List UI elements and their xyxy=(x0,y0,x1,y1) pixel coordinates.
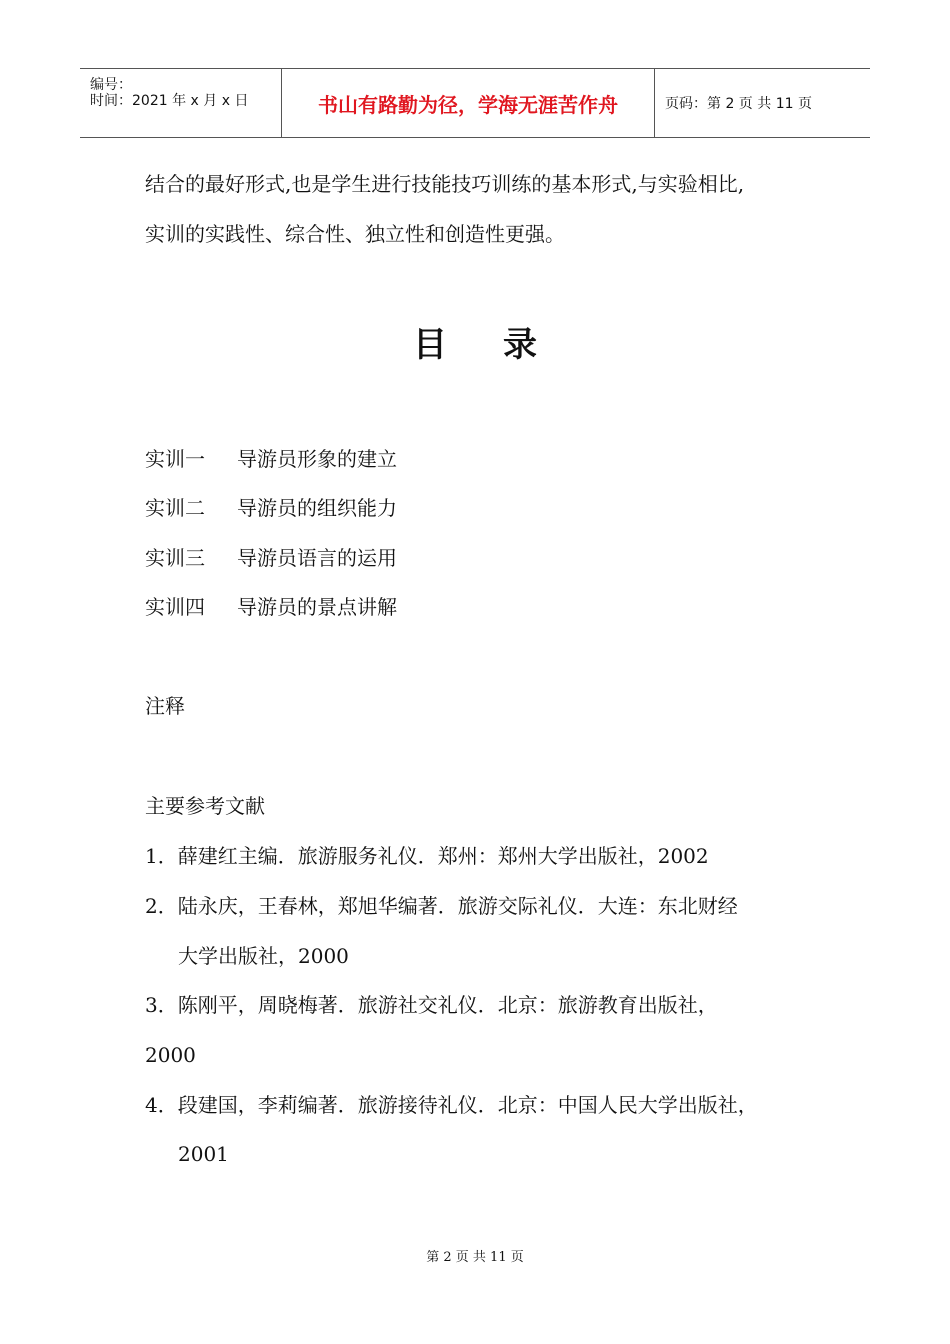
reference-line: 4．段建国，李莉编著．旅游接待礼仪．北京：中国人民大学出版社， xyxy=(145,1093,758,1117)
toc-item-number: 实训一 xyxy=(145,447,205,471)
intro-line-2: 实训的实践性、综合性、独立性和创造性更强。 xyxy=(145,222,565,246)
toc-title xyxy=(0,317,950,366)
reference-line: 2001 xyxy=(178,1142,229,1166)
header-motto: 书山有路勤为径，学海无涯苦作舟 xyxy=(318,92,618,117)
toc-item-text: 导游员语言的运用 xyxy=(237,546,397,570)
reference-line: 2000 xyxy=(145,1043,196,1067)
toc-item xyxy=(145,496,397,520)
toc-title-char-2: 录 xyxy=(503,325,537,365)
header-meta xyxy=(80,69,280,137)
references-heading: 主要参考文献 xyxy=(145,794,265,818)
number-label: 编号： xyxy=(90,77,132,93)
toc-item xyxy=(145,595,397,619)
intro-line-1: 结合的最好形式,也是学生进行技能技巧训练的基本形式,与实验相比, xyxy=(145,172,745,196)
reference-line: 1．薛建红主编．旅游服务礼仪．郑州：郑州大学出版社，2002 xyxy=(145,844,709,868)
toc-item-text: 导游员的景点讲解 xyxy=(237,595,397,619)
page-footer: 第 2 页 共 11 页 xyxy=(426,1250,524,1265)
reference-line: 大学出版社，2000 xyxy=(178,944,349,968)
toc-title-char-1: 目 xyxy=(413,325,447,365)
toc-item xyxy=(145,447,397,471)
toc-item xyxy=(145,546,397,570)
toc-item-number: 实训二 xyxy=(145,496,205,520)
page-header xyxy=(80,68,870,138)
toc-item-number: 实训三 xyxy=(145,546,205,570)
reference-line: 3．陈刚平，周晓梅著．旅游社交礼仪．北京：旅游教育出版社， xyxy=(145,993,718,1017)
time-label: 时间：2021 年 x 月 x 日 xyxy=(90,93,249,109)
toc-item-text: 导游员形象的建立 xyxy=(237,447,397,471)
toc-item-text: 导游员的组织能力 xyxy=(237,496,397,520)
notes-heading: 注释 xyxy=(145,694,185,718)
header-motto-cell xyxy=(281,69,655,137)
header-page-info: 页码：第 2 页 共 11 页 xyxy=(665,96,812,112)
toc-item-number: 实训四 xyxy=(145,595,205,619)
reference-line: 2．陆永庆，王春林，郑旭华编著．旅游交际礼仪．大连：东北财经 xyxy=(145,894,738,918)
